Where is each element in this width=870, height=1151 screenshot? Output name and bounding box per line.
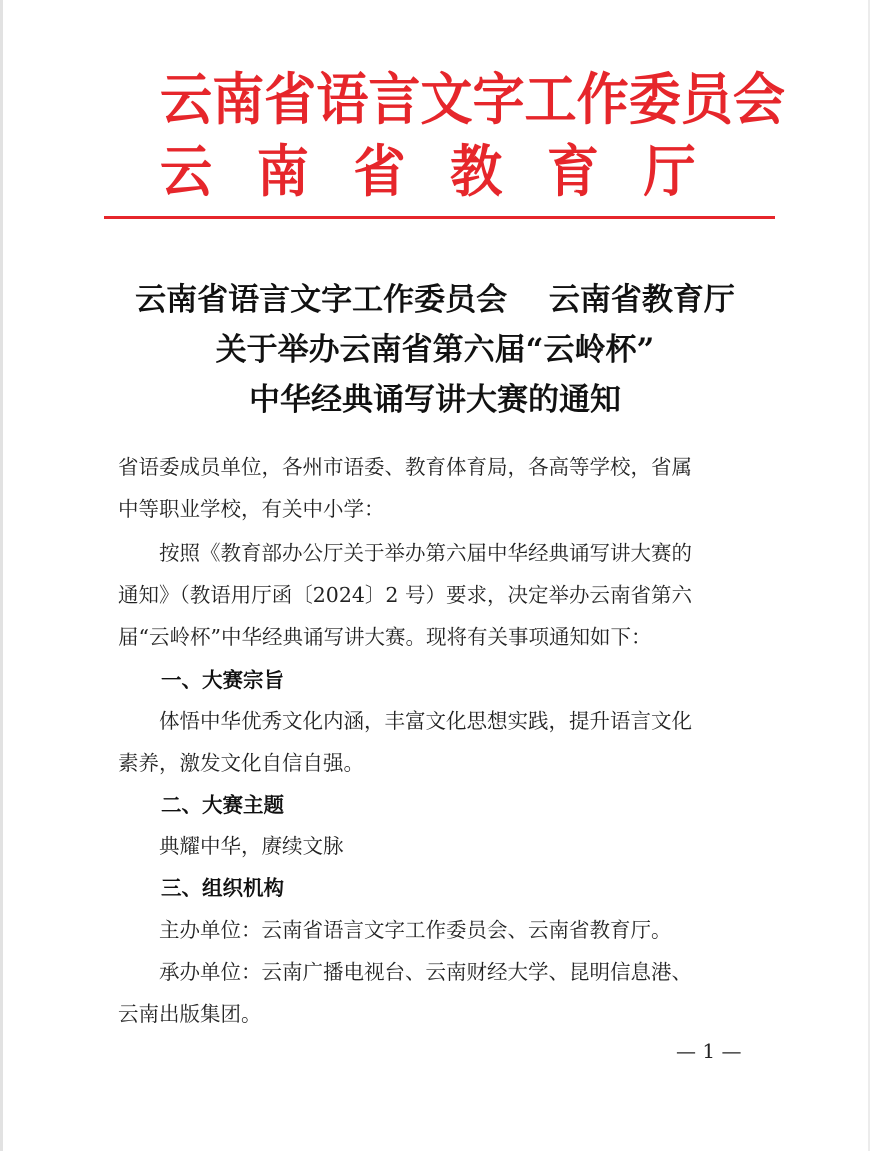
letterhead-line-1: 云南省语言文字工作委员会 [160, 67, 785, 133]
letterhead-line-2: 云南省教育厅 [160, 139, 741, 205]
purpose-line-1: 体悟中华优秀文化内涵，丰富文化思想实践，提升语言文化 [118, 709, 692, 733]
section-heading-purpose: 一、大赛宗旨 [161, 668, 284, 692]
undertaker-line-1: 承办单位：云南广播电视台、云南财经大学、昆明信息港、 [118, 960, 692, 984]
section-heading-theme: 二、大赛主题 [161, 793, 284, 817]
section-heading-organization: 三、组织机构 [161, 876, 284, 900]
undertaker-line-2: 云南出版集团。 [118, 1002, 262, 1026]
addressee-line-2: 中等职业学校，有关中小学： [118, 497, 385, 521]
document-title-line-2: 关于举办云南省第六届“云岭杯” [215, 332, 655, 368]
document-title-line-1: 云南省语言文字工作委员会 云南省教育厅 [135, 282, 735, 318]
addressee-line-1: 省语委成员单位，各州市语委、教育体育局，各高等学校，省属 [118, 455, 692, 479]
purpose-line-2: 素养，激发文化自信自强。 [118, 751, 364, 775]
theme-line-1: 典耀中华，赓续文脉 [118, 834, 344, 858]
page-left-edge [0, 0, 3, 1151]
document-title-line-3: 中华经典诵写讲大赛的通知 [249, 382, 621, 418]
intro-line-3: 届“云岭杯”中华经典诵写讲大赛。现将有关事项通知如下： [118, 625, 652, 649]
intro-line-2: 通知》（教语用厅函〔2024〕2 号）要求，决定举办云南省第六 [118, 583, 692, 607]
letterhead-red-rule [104, 216, 775, 219]
intro-line-1: 按照《教育部办公厅关于举办第六届中华经典诵写讲大赛的 [118, 541, 692, 565]
page-number: — 1 — [676, 1039, 742, 1063]
organizer-line: 主办单位：云南省语言文字工作委员会、云南省教育厅。 [118, 918, 672, 942]
